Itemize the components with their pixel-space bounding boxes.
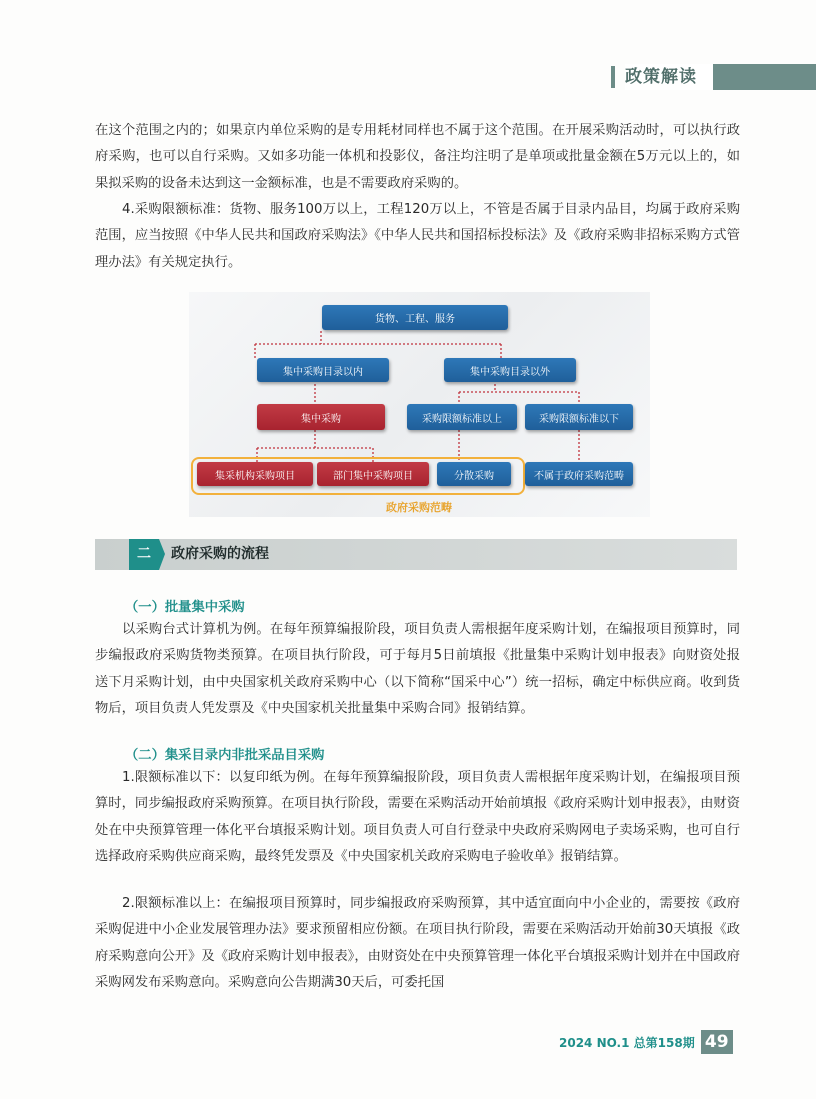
paragraph-1: 在这个范围之内的；如果京内单位采购的是专用耗材同样也不属于这个范围。在开展采购活动时，可以执行政府采购，也可以自行采购。又如多功能一体机和投影仪，备注均注明了是单项或批量金额在5万元以上的，如果拟采购的设备未达到这一金额标准，也是不需要政府采购的。 — [95, 123, 740, 191]
scope-caption: 政府采购范畴 — [386, 501, 452, 514]
node-dispersed: 分散采购 — [437, 462, 511, 486]
column-header — [611, 64, 816, 90]
subheading-1: （一）批量集中采购 — [125, 600, 245, 615]
procurement-scope-diagram — [189, 292, 650, 517]
header-fill-bar — [713, 64, 816, 90]
column-label: 政策解读 — [625, 64, 713, 90]
node-in-catalog: 集中采购目录以内 — [257, 358, 389, 382]
header-accent-bar — [611, 66, 615, 88]
node-dept-project: 部门集中采购项目 — [317, 462, 429, 486]
node-central: 集中采购 — [257, 404, 385, 430]
page-footer — [559, 1030, 733, 1054]
paragraph-2: 4.采购限额标准：货物、服务100万以上，工程120万以上，不管是否属于目录内品目，均属于政府采购范围，应当按照《中华人民共和国政府采购法》《中华人民共和国招标投标法》及《政府采购非招标采购方式管理办法》有关规定执行。 — [95, 202, 740, 270]
node-outside-scope: 不属于政府采购范畴 — [525, 462, 633, 486]
paragraph-3: 以采购台式计算机为例。在每年预算编报阶段，项目负责人需根据年度采购计划，在编报项目预算时，同步编报政府采购货物类预算。在项目执行阶段，可于每月5日前填报《批量集中采购计划申报表》向财资处报送下月采购计划，由中央国家机关政府采购中心（以下简称“国采中心”）统一招标，确定中标供应商。收到货物后，项目负责人凭发票及《中央国家机关批量集中采购合同》报销结算。 — [95, 622, 740, 717]
node-agency-project: 集采机构采购项目 — [197, 462, 313, 486]
issue-label: 2024 NO.1 总第158期 — [559, 1035, 695, 1050]
node-root: 货物、工程、服务 — [322, 305, 508, 330]
section-header — [95, 539, 737, 570]
node-out-catalog: 集中采购目录以外 — [444, 358, 576, 382]
node-below-limit: 采购限额标准以下 — [525, 404, 633, 430]
paragraph-5: 2.限额标准以上：在编报项目预算时，同步编报政府采购预算，其中适宜面向中小企业的，需要按《政府采购促进中小企业发展管理办法》要求预留相应份额。在项目执行阶段，需要在采购活动开始前30天填报《政府采购意向公开》及《政府采购计划申报表》，由财资处在中央预算管理一体化平台填报采购计划并在中国政府采购网发布采购意向。采购意向公告期满30天后，可委托国 — [95, 896, 740, 991]
section-number: 二 — [129, 539, 159, 570]
paragraph-4: 1.限额标准以下：以复印纸为例。在每年预算编报阶段，项目负责人需根据年度采购计划，在编报项目预算时，同步编报政府采购预算。在项目执行阶段，需要在采购活动开始前填报《政府采购计划申报表》，由财资处在中央预算管理一体化平台填报采购计划。项目负责人可自行登录中央政府采购网电子卖场采购，也可自行选择政府采购供应商采购，最终凭发票及《中央国家机关政府采购电子验收单》报销结算。 — [95, 770, 740, 865]
node-above-limit: 采购限额标准以上 — [407, 404, 517, 430]
page-number: 49 — [701, 1030, 733, 1054]
subheading-2: （二）集采目录内非批采品目采购 — [125, 748, 325, 763]
section-title: 政府采购的流程 — [171, 546, 269, 562]
